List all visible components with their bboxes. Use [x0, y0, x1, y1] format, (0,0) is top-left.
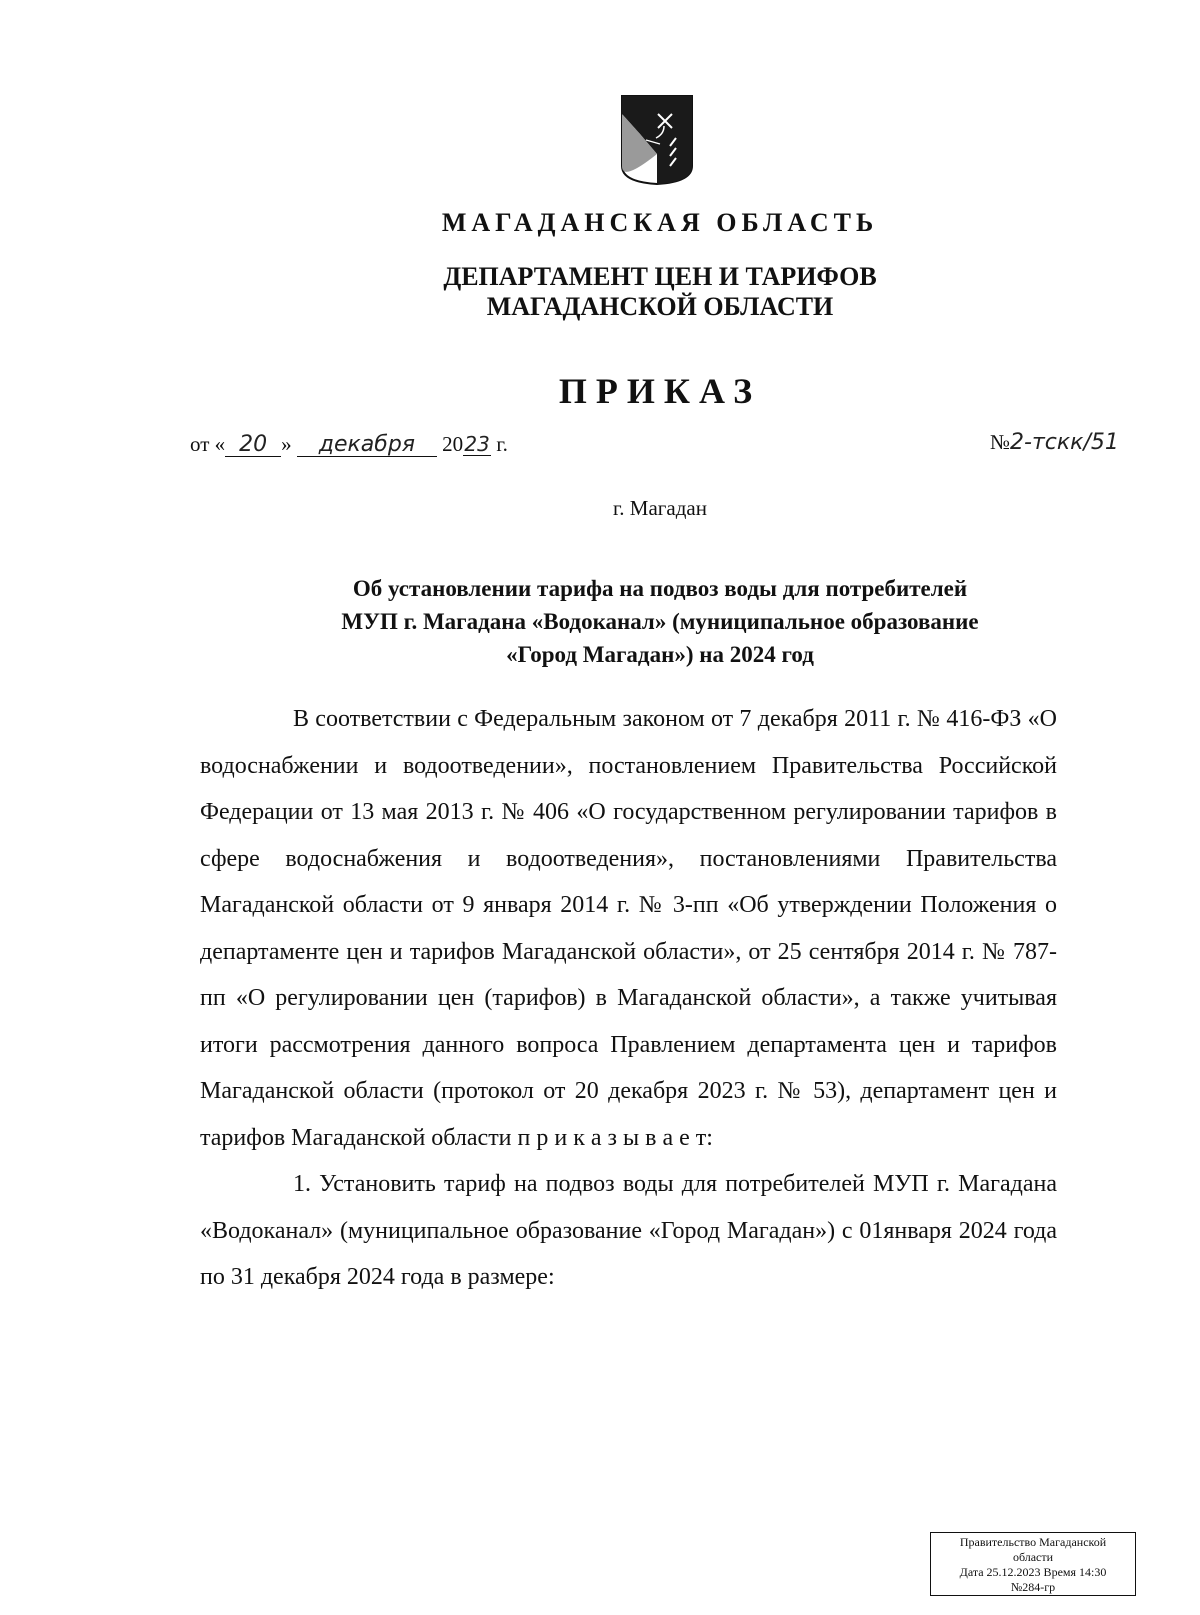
stamp-line1: Правительство Магаданской	[959, 1535, 1107, 1549]
stamp-line2: области	[1012, 1550, 1054, 1564]
department-heading	[0, 262, 1200, 322]
stamp-line3: Дата 25.12.2023 Время 14:30	[959, 1565, 1107, 1579]
magadan-coat-of-arms-icon	[620, 94, 694, 186]
registration-stamp	[930, 1532, 1136, 1596]
document-body	[200, 696, 1057, 1301]
number-value: 2-тскк/51	[1010, 430, 1119, 455]
date-day: 20	[225, 434, 281, 457]
date-prefix: от «	[190, 432, 226, 456]
date-month: декабря	[297, 434, 437, 457]
date-mid: »	[281, 432, 292, 456]
date-year-suffix: 23	[464, 432, 490, 456]
order-number	[990, 430, 1140, 455]
title-line3: «Город Магадан») на 2024 год	[506, 642, 814, 667]
document-type-heading: ПРИКАЗ	[558, 371, 762, 411]
stamp-line4: №284-гр	[1010, 1580, 1056, 1594]
department-heading-line1: ДЕПАРТАМЕНТ ЦЕН И ТАРИФОВ	[443, 262, 877, 291]
order-date	[190, 432, 508, 457]
title-line2: МУП г. Магадана «Водоканал» (муниципальное образование	[341, 609, 979, 634]
document-title	[0, 572, 1200, 671]
title-line1: Об установлении тарифа на подвоз воды для потребителей	[352, 576, 968, 601]
date-year-prefix: 20	[442, 432, 464, 456]
region-heading: МАГАДАНСКАЯ ОБЛАСТЬ	[441, 208, 879, 237]
order-item-1: 1. Установить тариф на подвоз воды для потребителей МУП г. Магадана «Водоканал» (муниципальное образование «Город Магадан») с 01января 2024 года по 31 декабря 2024 года в размере:	[200, 1171, 1057, 1290]
date-suffix: г.	[491, 432, 508, 456]
number-prefix: №	[990, 430, 1011, 454]
city-line: г. Магадан	[613, 496, 707, 520]
body-paragraph: В соответствии с Федеральным законом от 7 декабря 2011 г. № 416-ФЗ «О водоснабжении и водоотведении», постановлением Правительства Российской Федерации от 13 мая 2013 г. № 406 «О государственном регулировании тарифов в сфере водоснабжения и водоотведения», постановлениями Правительства Магаданской области от 9 января 2014 г. № 3-пп «Об утверждении Положения о департаменте цен и тарифов Магаданской области», от 25 сентября 2014 г. № 787-пп «О регулировании цен (тарифов) в Магаданской области», а также учитывая итоги рассмотрения данного вопроса Правлением департамента цен и тарифов Магаданской области (протокол от 20 декабря 2023 г. № 53), департамент цен и тарифов Магаданской области п р и к а з ы в а е т:	[200, 706, 1057, 1151]
department-heading-line2: МАГАДАНСКОЙ ОБЛАСТИ	[486, 292, 834, 321]
